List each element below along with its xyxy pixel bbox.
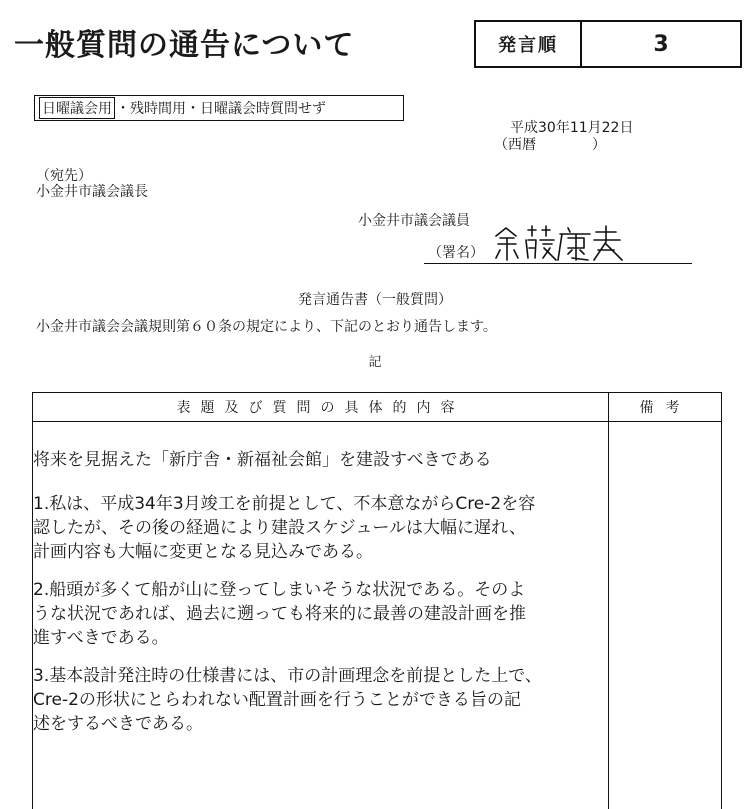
question-line: 2.船頭が多くて船が山に登ってしまいそうな状況である。そのよ [33, 580, 526, 600]
document-title: 発言通告書（一般質問） [298, 292, 452, 308]
question-table [32, 392, 722, 809]
western-date-field: （西暦 ） [494, 137, 606, 153]
column-header-content: 表題及び質問の具体的内容 [176, 400, 465, 416]
submission-date: 平成30年11月22日 [510, 120, 634, 136]
header-divider [33, 421, 721, 422]
column-divider [608, 393, 609, 809]
recipient-name: 小金井市議会議長 [36, 184, 148, 200]
other-options: ・残時間用・日曜議会時質問せず [116, 101, 326, 117]
session-options [34, 95, 404, 121]
question-subject: 将来を見据えた「新庁舎・新福祉会館」を建設すべきである [33, 450, 492, 470]
question-item-1 [33, 492, 607, 564]
recipient-label: （宛先） [36, 168, 92, 184]
selected-option: 日曜議会用 [39, 97, 115, 119]
question-line: Cre-2の形状にとらわれない配置計画を行うことができる旨の記 [33, 690, 521, 710]
handwritten-signature [488, 220, 638, 266]
question-line: 認したが、その後の経過により建設スケジュールは大幅に遅れ、 [33, 518, 526, 538]
question-line: うな状況であれば、過去に遡っても将来的に最善の建設計画を推 [33, 604, 526, 624]
question-line: 1.私は、平成34年3月竣工を前提として、不本意ながらCre-2を容 [33, 494, 536, 514]
question-item-3 [33, 664, 607, 736]
ki-marker: 記 [368, 355, 382, 370]
column-header-notes: 備考 [639, 400, 692, 416]
speaking-order-box [474, 20, 742, 68]
notice-statement: 小金井市議会会議規則第６０条の規定により、下記のとおり通告します。 [36, 319, 497, 335]
signature-line [424, 263, 692, 264]
question-line: 進すべきである。 [33, 628, 169, 648]
question-line: 3.基本設計発注時の仕様書には、市の計画理念を前提とした上で、 [33, 666, 542, 686]
signature-label: （署名） [428, 245, 484, 261]
question-line: 計画内容も大幅に変更となる見込みである。 [33, 542, 373, 562]
question-content [33, 448, 607, 736]
speaking-order-value: 3 [653, 31, 669, 57]
sender-title: 小金井市議会議員 [358, 213, 470, 229]
question-item-2 [33, 578, 607, 650]
speaking-order-label: 発言順 [476, 22, 582, 66]
question-line: 述をするべきである。 [33, 714, 203, 734]
form-title: 一般質問の通告について [14, 28, 355, 63]
